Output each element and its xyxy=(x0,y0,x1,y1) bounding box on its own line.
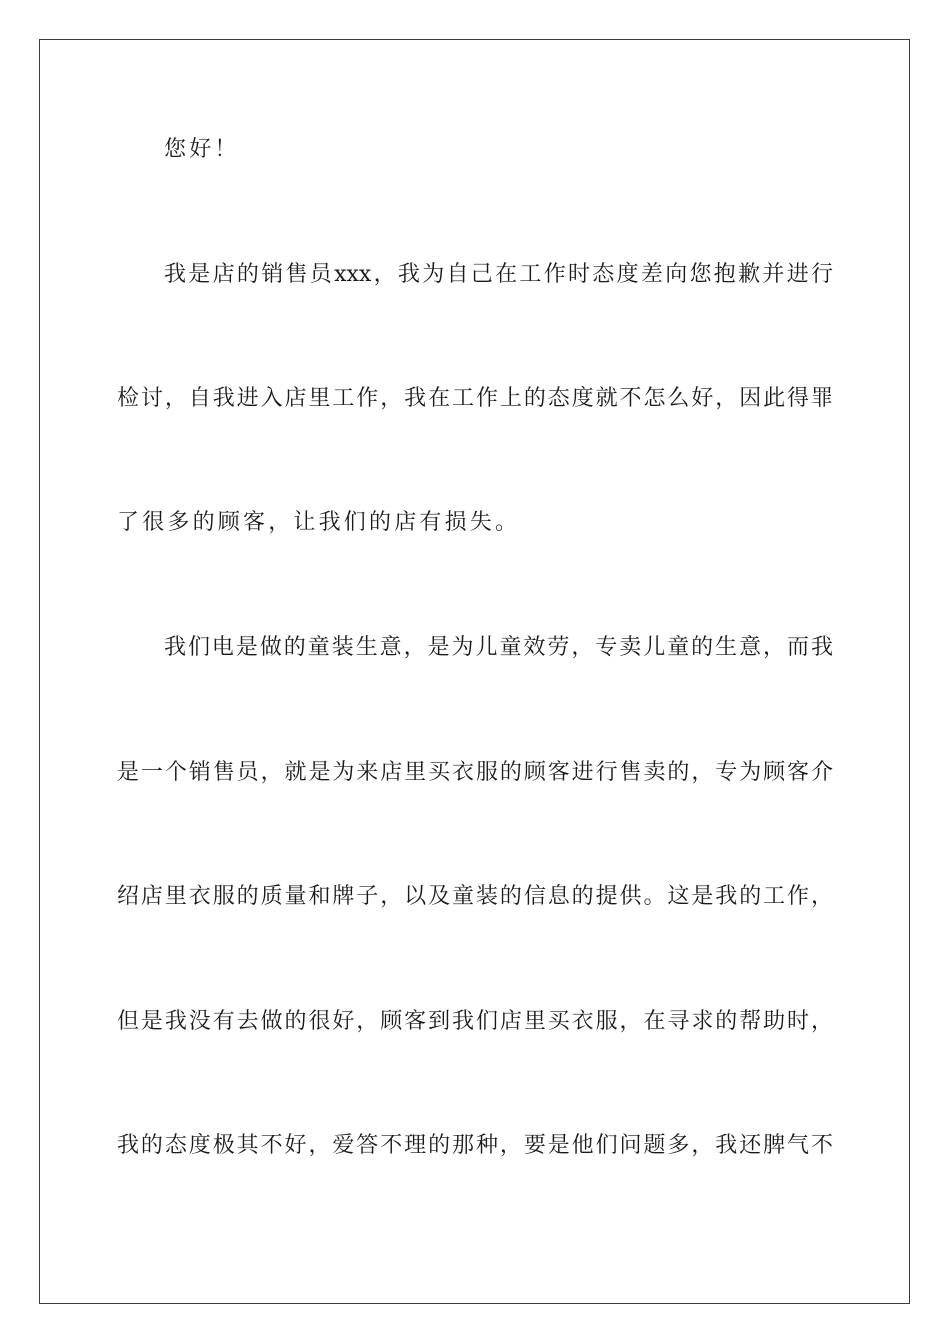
paragraph-2-line-3: 绍店里衣服的质量和牌子，以及童装的信息的提供。这是我的工作， xyxy=(117,884,833,909)
paragraph-2-line-4: 但是我没有去做的很好，顾客到我们店里买衣服，在寻求的帮助时， xyxy=(117,1009,833,1034)
paragraph-1-line-1: 我是店的销售员xxx，我为自己在工作时态度差向您抱歉并进行 xyxy=(164,262,833,287)
page-frame xyxy=(39,39,910,1304)
paragraph-2-line-5: 我的态度极其不好，爱答不理的那种，要是他们问题多，我还脾气不 xyxy=(117,1133,833,1158)
greeting-line: 您好！ xyxy=(164,137,240,162)
paragraph-1-line-3: 了很多的顾客，让我们的店有损失。 xyxy=(117,510,521,535)
paragraph-2-line-2: 是一个销售员，就是为来店里买衣服的顾客进行售卖的，专为顾客介 xyxy=(117,760,833,785)
paragraph-1-line-2: 检讨，自我进入店里工作，我在工作上的态度就不怎么好，因此得罪 xyxy=(117,386,833,411)
paragraph-2-line-1: 我们电是做的童装生意，是为儿童效劳，专卖儿童的生意，而我 xyxy=(164,635,833,660)
